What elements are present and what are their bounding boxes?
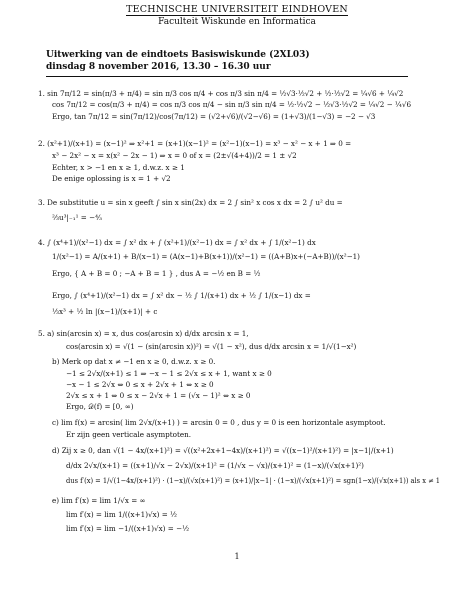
q1-line-3: Ergo, tan 7π/12 = sin(7π/12)/cos(7π/12) = (√2+√6)/(√2−√6) = (1+√3)/(1−√3) = −2 − √3	[52, 112, 376, 121]
q3-line-2: ⅔u³|₋₁¹ = −⁴⁄₃	[52, 213, 103, 222]
q5a-line-2: cos(arcsin x) = √(1 − (sin(arcsin x))²) = √(1 − x²), dus d/dx arcsin x = 1/√(1−x²)	[66, 342, 357, 351]
q5d-line-1: d) Zij x ≥ 0, dan √(1 − 4x/(x+1)²) = √((x²+2x+1−4x)/(x+1)²) = √((x−1)²/(x+1)²) = |x−1|/(x+1)	[52, 446, 394, 455]
q5d-line-2: d/dx 2√x/(x+1) = ((x+1)/√x − 2√x)/(x+1)² = (1/√x − √x)/(x+1)² = (1−x)/(√x(x+1)²)	[66, 461, 364, 470]
q1-line-2: cos 7π/12 = cos(π/3 + π/4) = cos π/3 cos π/4 − sin π/3 sin π/4 = ½·½√2 − ½√3·½√2 = ¼√2 − ¼√6	[52, 100, 412, 109]
q3-line-1: 3. De substitutie u = sin x geeft ∫ sin x sin(2x) dx = 2 ∫ sin² x cos x dx = 2 ∫ u² du =	[38, 198, 343, 207]
q5c-line-2: Er zijn geen verticale asymptoten.	[66, 430, 192, 439]
q5a-line-1: 5. a) sin(arcsin x) = x, dus cos(arcsin x) d/dx arcsin x = 1,	[38, 329, 249, 338]
q1-line-1: 1. sin 7π/12 = sin(π/3 + π/4) = sin π/3 cos π/4 + cos π/3 sin π/4 = ½√3·½√2 + ½·½√2 = ¼√6 + ¼√2	[38, 89, 404, 98]
q5b-line-3: −x − 1 ≤ 2√x ⇔ 0 ≤ x + 2√x + 1 ⇔ x ≥ 0	[66, 380, 214, 389]
q4-line-3: Ergo, { A + B = 0 ; −A + B = 1 } , dus A = −½ en B = ½	[52, 269, 261, 278]
q4-line-1: 4. ∫ (x⁴+1)/(x²−1) dx = ∫ x² dx + ∫ (x²+1)/(x²−1) dx = ∫ x² dx + ∫ 1/(x²−1) dx	[38, 238, 316, 247]
q5c-line-1: c) lim f(x) = arcsin( lim 2√x/(x+1) ) = arcsin 0 = 0 , dus y = 0 is een horizontale asymptoot.	[52, 418, 386, 427]
q2-line-3: Echter, x > −1 en x ≥ 1, d.w.z. x ≥ 1	[52, 163, 185, 172]
exam-title: Uitwerking van de eindtoets Basiswiskunde (2XL03)	[46, 50, 310, 60]
faculty-name: Faculteit Wiskunde en Informatica	[158, 17, 316, 27]
university-name: TECHNISCHE UNIVERSITEIT EINDHOVEN	[126, 4, 348, 15]
q5e-line-1: e) lim f′(x) = lim 1/√x = ∞	[52, 496, 146, 505]
q4-line-4: Ergo, ∫ (x⁴+1)/(x²−1) dx = ∫ x² dx − ½ ∫ 1/(x+1) dx + ½ ∫ 1/(x−1) dx =	[52, 291, 311, 300]
q2-line-2: x³ − 2x² − x = x(x² − 2x − 1) ⇒ x = 0 of x = (2±√(4+4))/2 = 1 ± √2	[52, 151, 297, 160]
exam-date: dinsdag 8 november 2016, 13.30 – 16.30 uur	[46, 62, 271, 72]
q2-line-1: 2. (x²+1)/(x+1) = (x−1)² ⇒ x²+1 = (x+1)(x−1)² = (x²−1)(x−1) = x³ − x² − x + 1 ⇒ 0 =	[38, 139, 352, 148]
q5b-line-4: 2√x ≤ x + 1 ⇔ 0 ≤ x − 2√x + 1 = (√x − 1)² ⇔ x ≥ 0	[66, 391, 251, 400]
q5e-line-2: lim f′(x) = lim 1/((x+1)√x) = ½	[66, 510, 177, 519]
q4-line-5: ⅓x³ + ½ ln |(x−1)/(x+1)| + c	[52, 307, 158, 316]
q5e-line-3: lim f′(x) = lim −1/((x+1)√x) = −½	[66, 524, 190, 533]
title-rule	[46, 76, 408, 77]
q5b-line-5: Ergo, 𝒟(f) = [0, ∞)	[66, 402, 134, 411]
q5b-line-1: b) Merk op dat x ≠ −1 en x ≥ 0, d.w.z. x ≥ 0.	[52, 357, 216, 366]
q5d-line-3: dus f′(x) = 1/√(1−4x/(x+1)²) · (1−x)/(√x(x+1)²) = (x+1)/|x−1| · (1−x)/(√x(x+1)²) = sgn(1−x)/(√x(x+1)) als x ≠ 1	[66, 476, 441, 485]
q2-line-4: De enige oplossing is x = 1 + √2	[52, 174, 171, 183]
q5b-line-2: −1 ≤ 2√x/(x+1) ≤ 1 ⇒ −x − 1 ≤ 2√x ≤ x + 1, want x ≥ 0	[66, 369, 272, 378]
page-number: 1	[234, 552, 240, 561]
q4-line-2: 1/(x²−1) = A/(x+1) + B/(x−1) = (A(x−1)+B(x+1))/(x²−1) = ((A+B)x+(−A+B))/(x²−1)	[52, 252, 360, 261]
